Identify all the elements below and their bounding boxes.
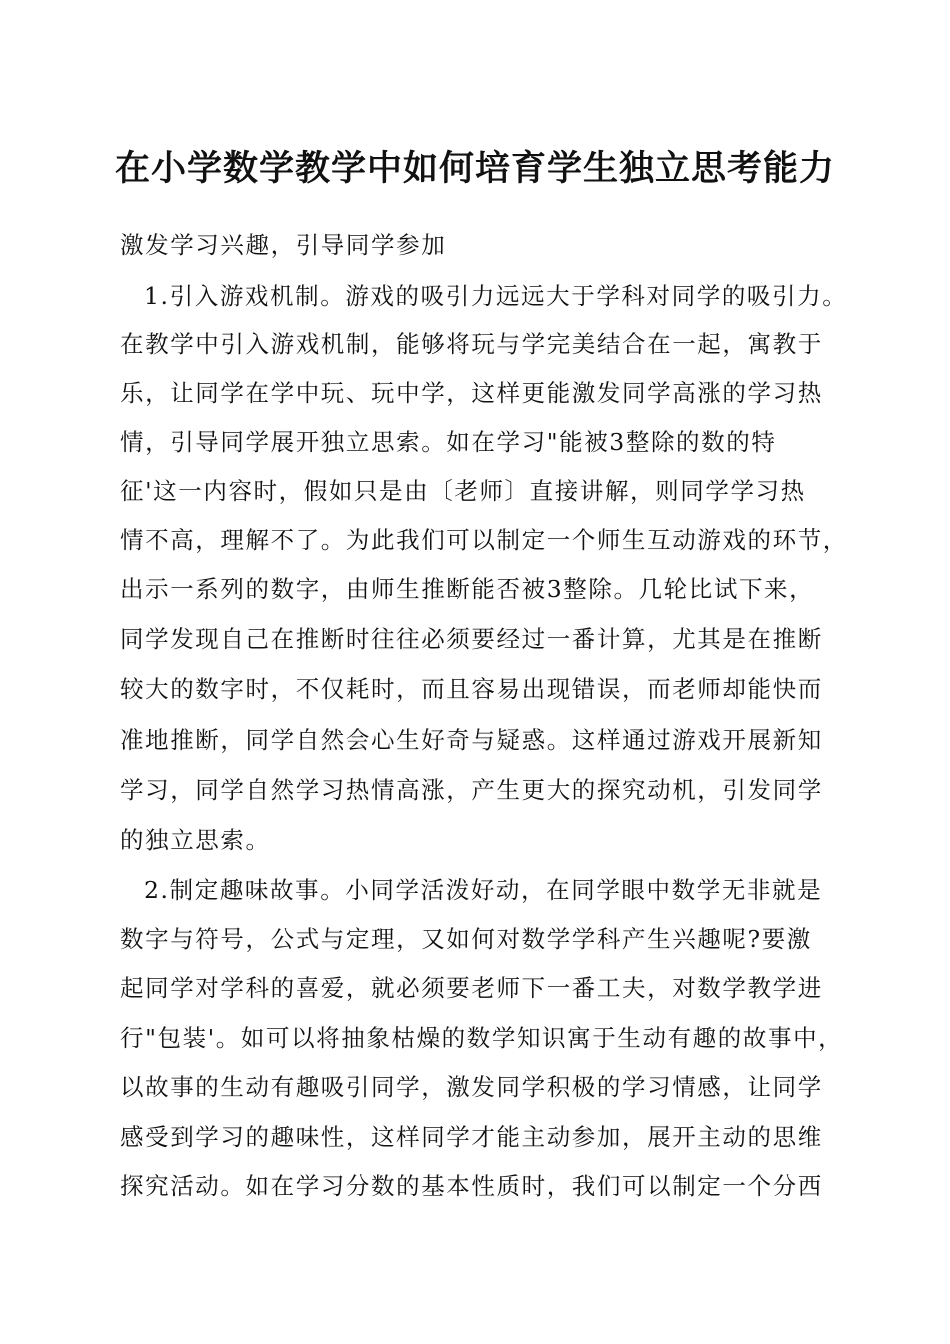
paragraph-line: 征'这一内容时，假如只是由〔老师〕直接讲解，则同学学习热 <box>120 477 806 505</box>
paragraph-line: 情，引导同学展开独立思索。如在学习"能被3整除的数的特 <box>120 428 777 456</box>
paragraph-line: 情不高，理解不了。为此我们可以制定一个师生互动游戏的环节， <box>120 526 848 554</box>
document-title: 在小学数学教学中如何培育学生独立思考能力 <box>114 148 835 189</box>
paragraph-line: 准地推断，同学自然会心生好奇与疑惑。这样通过游戏开展新知 <box>120 726 823 754</box>
paragraph-line: 起同学对学科的喜爱，就必须要老师下一番工夫，对数学教学进 <box>120 974 823 1002</box>
paragraph-line: 2.制定趣味故事。小同学活泼好动，在同学眼中数学无非就是 <box>144 876 823 904</box>
paragraph-line: 学习，同学自然学习热情高涨，产生更大的探究动机，引发同学 <box>120 776 823 804</box>
paragraph-line: 的独立思索。 <box>120 826 271 854</box>
paragraph-line: 1.引入游戏机制。游戏的吸引力远远大于学科对同学的吸引力。 <box>144 282 848 310</box>
paragraph-line: 乐，让同学在学中玩、玩中学，这样更能激发同学高涨的学习热 <box>120 379 823 407</box>
paragraph-line: 行"包装'。如可以将抽象枯燥的数学知识寓于生动有趣的故事中， <box>120 1024 844 1052</box>
paragraph-line: 以故事的生动有趣吸引同学，激发同学积极的学习情感，让同学 <box>120 1073 823 1101</box>
paragraph-line: 较大的数字时，不仅耗时，而且容易出现错误，而老师却能快而 <box>120 675 823 703</box>
paragraph-line: 感受到学习的趣味性，这样同学才能主动参加，展开主动的思维 <box>120 1123 823 1151</box>
paragraph-line: 在教学中引入游戏机制，能够将玩与学完美结合在一起，寓教于 <box>120 330 823 358</box>
paragraph-line: 探究活动。如在学习分数的基本性质时，我们可以制定一个分西 <box>120 1172 823 1200</box>
paragraph-line: 数字与符号，公式与定理，又如何对数学学科产生兴趣呢?要激 <box>120 925 812 953</box>
paragraph-line: 出示一系列的数字，由师生推断能否被3整除。几轮比试下来， <box>120 575 815 603</box>
paragraph-line: 同学发现自己在推断时往往必须要经过一番计算，尤其是在推断 <box>120 625 823 653</box>
section-heading: 激发学习兴趣，引导同学参加 <box>120 231 447 259</box>
